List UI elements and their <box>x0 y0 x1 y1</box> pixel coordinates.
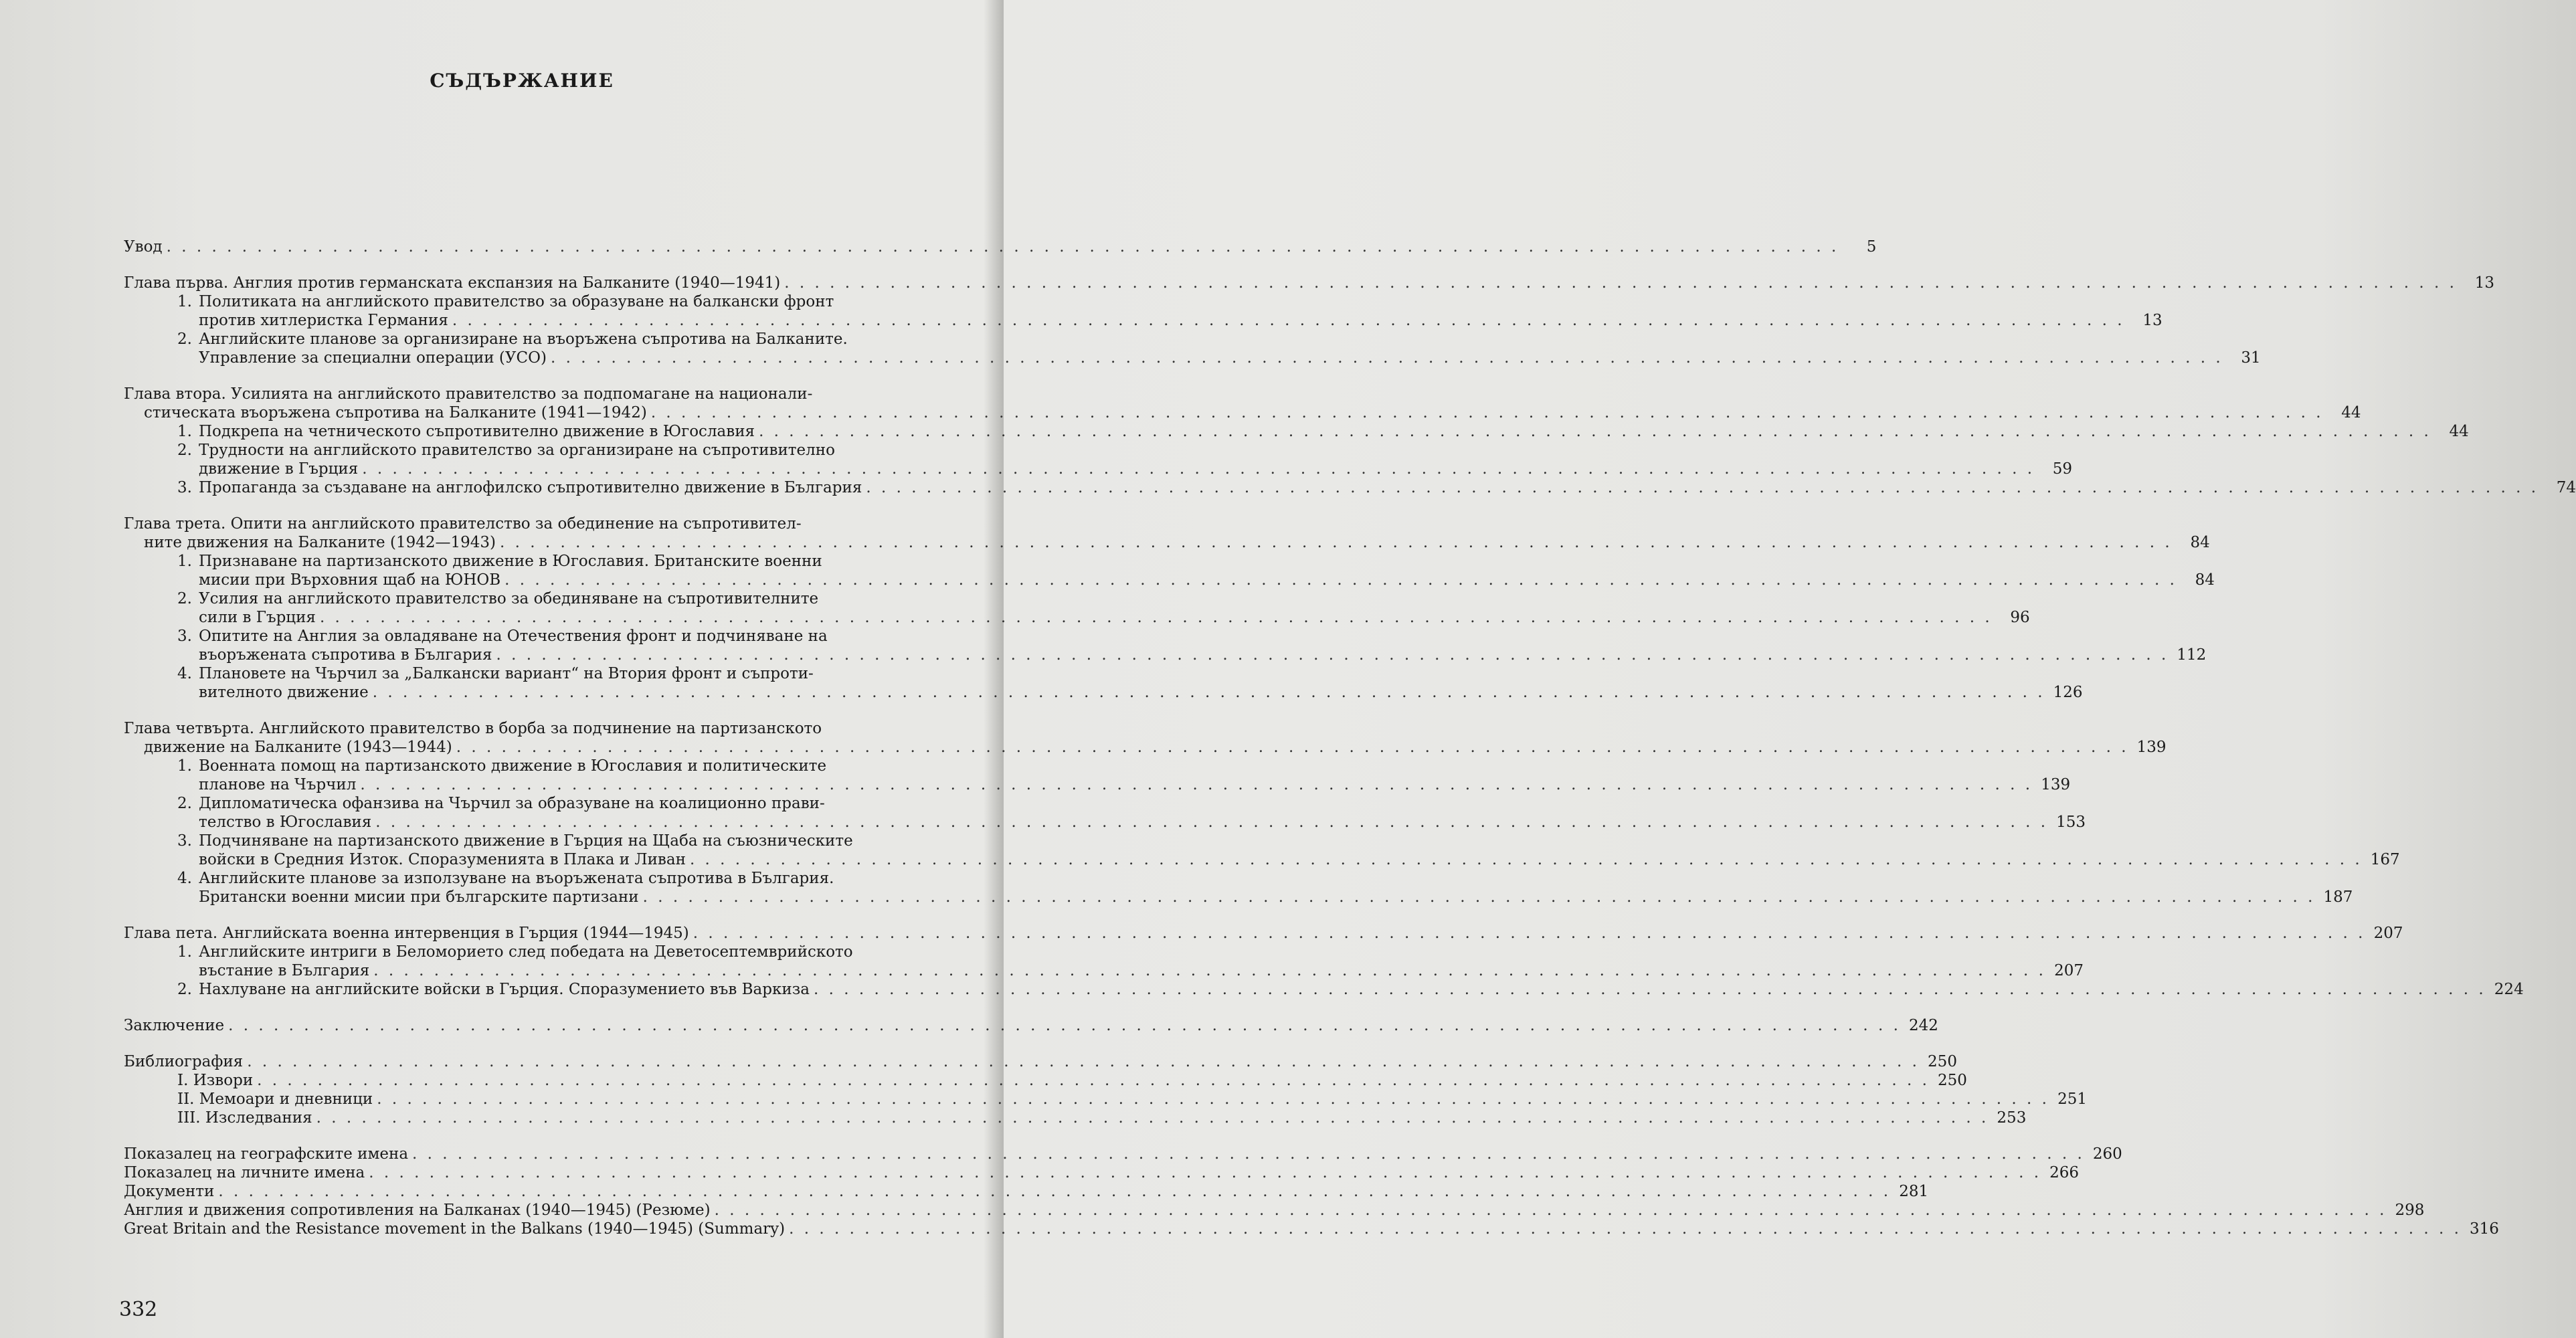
entry-page: 250 <box>1928 1053 1957 1070</box>
entry-page: 266 <box>2049 1164 2080 1181</box>
toc-subentry-3-2[interactable] <box>124 589 2030 627</box>
dot-leader <box>373 683 2045 702</box>
entry-page: 31 <box>2241 349 2261 367</box>
entry-label: Документи <box>124 1183 215 1200</box>
entry-page: 126 <box>2053 684 2083 701</box>
chapter-title: Глава първа. Англия против германската експанзия на Балканите (1940—1941) <box>124 274 781 292</box>
toc-subentry-3-3[interactable] <box>124 627 2207 664</box>
toc-subentry-3-1[interactable] <box>124 552 2215 589</box>
entry-page: 207 <box>2373 925 2403 942</box>
entry-page: 84 <box>2190 534 2210 551</box>
chapter-title-line-2: стическата въоръжена съпротива на Балканите (1941—1942) <box>144 404 647 421</box>
toc-subentry-4-2[interactable] <box>124 794 2086 832</box>
dot-leader <box>500 533 2173 552</box>
toc-entry-bibliography[interactable] <box>124 1052 1957 1071</box>
entry-page: 260 <box>2092 1145 2122 1163</box>
dot-leader <box>690 850 2363 869</box>
section-title-line-2: Управление за специални операции (УСО) <box>199 349 547 367</box>
entry-page: 298 <box>2395 1202 2425 1219</box>
toc-entry-chapter-3[interactable] <box>124 533 2210 552</box>
page-title: СЪДЪРЖАНИЕ <box>430 70 614 92</box>
dot-leader <box>362 460 2035 478</box>
bibliography <box>124 1052 2087 1127</box>
chapter-title-line-1: Глава трета. Опити на английското правителство за обединение на съпротивител- <box>124 515 802 533</box>
dot-leader <box>257 1071 1930 1090</box>
dot-leader <box>167 237 1839 256</box>
entry-label: III. Изследвания <box>177 1109 312 1127</box>
toc-subentry-3-4[interactable] <box>124 664 2083 702</box>
section-number: 1. <box>177 293 192 310</box>
toc-subentry-2-2[interactable] <box>124 441 2073 478</box>
dot-leader <box>247 1052 1920 1071</box>
toc-subentry-2-1[interactable] <box>124 422 2469 441</box>
section-title-line-2: Британски военни мисии при българските партизани <box>199 888 639 906</box>
entry-page: 139 <box>2041 776 2071 793</box>
page-number: 332 <box>119 1298 158 1321</box>
section-title-line-2: мисии при Върховния щаб на ЮНОВ <box>199 571 501 589</box>
toc-entry-intro[interactable] <box>124 237 1877 256</box>
indexes <box>124 1145 2499 1238</box>
entry-page: 74 <box>2556 479 2576 496</box>
dot-leader <box>373 961 2046 980</box>
chapter-1 <box>124 274 2494 367</box>
entry-page: 250 <box>1938 1072 1967 1089</box>
section-title-line-1: Дипломатическа офанзива на Чърчил за образуване на коалиционно прави- <box>199 795 825 812</box>
section-title-line-2: сили в Гърция <box>199 609 316 626</box>
section-title-line-1: Трудности на английското правителство за организиране на съпротивително <box>199 442 835 459</box>
chapter-title-line-1: Глава втора. Усилията на английското правителство за подпомагане на национали- <box>124 385 813 403</box>
dot-leader <box>504 571 2177 589</box>
entry-page: 153 <box>2056 814 2086 831</box>
toc-entry-studies[interactable] <box>124 1109 2027 1127</box>
toc-entry-resume[interactable] <box>124 1201 2425 1220</box>
section-title-line-2: вителното движение <box>199 684 369 701</box>
toc-entry-geo-index[interactable] <box>124 1145 2122 1163</box>
toc-entry-summary[interactable] <box>124 1220 2499 1238</box>
dot-leader <box>496 646 2169 664</box>
entry-page: 84 <box>2195 571 2215 589</box>
section-number: 2. <box>177 981 192 998</box>
section-number: 3. <box>177 479 192 496</box>
section-number: 2. <box>177 590 192 607</box>
dot-leader <box>715 1201 2387 1220</box>
toc-subentry-4-1[interactable] <box>124 757 2071 794</box>
section-title-line-1: Плановете на Чърчил за „Балкански вариант“ на Втория фронт и съпроти- <box>199 665 814 682</box>
dot-leader <box>228 1016 1901 1035</box>
section-number: 3. <box>177 628 192 645</box>
chapter-4 <box>124 719 2400 906</box>
entry-page: 96 <box>2010 609 2030 626</box>
section-number: 2. <box>177 442 192 459</box>
section-title-line-1: Подчиняване на партизанското движение в Гърция на Щаба на съюзническите <box>199 832 853 850</box>
section-number: 1. <box>177 757 192 775</box>
section-title-line-2: телство в Югославия <box>199 814 372 831</box>
dot-leader <box>643 888 2316 906</box>
toc-entry-names-index[interactable] <box>124 1163 2080 1182</box>
table-of-contents <box>124 237 2576 1238</box>
section-title: Подкрепа на четническото съпротивително движение в Югославия <box>199 423 755 440</box>
dot-leader <box>693 924 2366 943</box>
toc-subentry-1-2[interactable] <box>124 330 2261 367</box>
entry-page: 139 <box>2136 739 2167 756</box>
toc-entry-conclusion[interactable] <box>124 1016 1938 1035</box>
entry-page: 13 <box>2142 312 2163 329</box>
entry-label: Англия и движения сопротивления на Балканах (1940—1945) (Резюме) <box>124 1202 711 1219</box>
dot-leader <box>375 813 2048 832</box>
toc-entry-chapter-2[interactable] <box>124 403 2361 422</box>
dot-leader <box>784 274 2457 292</box>
section-title: Нахлуване на английските войски в Гърция. Споразумението във Варкиза <box>199 981 810 998</box>
dot-leader <box>551 349 2223 367</box>
section-title-line-1: Политиката на английското правителство за образуване на балкански фронт <box>199 293 834 310</box>
toc-subentry-5-2[interactable] <box>124 980 2524 999</box>
entry-page: 59 <box>2052 460 2073 478</box>
entry-label: Показалец на географските имена <box>124 1145 409 1163</box>
toc-subentry-4-3[interactable] <box>124 832 2400 869</box>
section-title-line-1: Усилия на английското правителство за обединяване на съпротивителните <box>199 590 819 607</box>
toc-entry-sources[interactable] <box>124 1071 1967 1090</box>
dot-leader <box>814 980 2486 999</box>
dot-leader <box>456 738 2129 757</box>
dot-leader <box>369 1163 2041 1182</box>
section-title-line-1: Английските планове за използуване на въоръжената съпротива в България. <box>199 870 834 887</box>
chapter-title: Глава пета. Английската военна интервенция в Гърция (1944—1945) <box>124 925 689 942</box>
entry-page: 167 <box>2370 851 2400 868</box>
dot-leader <box>316 1109 1989 1127</box>
dot-leader <box>360 775 2033 794</box>
toc-entry-chapter-1[interactable] <box>124 274 2494 292</box>
entry-page: 224 <box>2494 981 2524 998</box>
section-number: 4. <box>177 870 192 887</box>
section-title-line-1: Опитите на Англия за овладяване на Отечествения фронт и подчиняване на <box>199 628 828 645</box>
chapter-title-line-2: движение на Балканите (1943—1944) <box>144 739 452 756</box>
entry-page: 44 <box>2341 404 2361 421</box>
entry-page: 207 <box>2054 962 2084 979</box>
entry-page: 13 <box>2474 274 2494 292</box>
toc-subentry-4-4[interactable] <box>124 869 2353 906</box>
section-title-line-2: въстание в България <box>199 962 370 979</box>
section-number: 1. <box>177 423 192 440</box>
entry-page: 242 <box>1908 1017 1938 1034</box>
section-title-line-1: Английските планове за организиране на въоръжена съпротива на Балканите. <box>199 330 848 348</box>
entry-label: Увод <box>124 238 163 256</box>
chapter-title-line-2: ните движения на Балканите (1942—1943) <box>144 534 496 551</box>
dot-leader <box>866 478 2539 497</box>
toc-entry-chapter-4[interactable] <box>124 738 2167 757</box>
dot-leader <box>377 1090 2049 1109</box>
entry-page: 253 <box>1997 1109 2027 1127</box>
section-title-line-1: Военната помощ на партизанското движение в Югославия и политическите <box>199 757 827 775</box>
toc-entry-chapter-5[interactable] <box>124 924 2403 943</box>
section-title-line-1: Английските интриги в Беломорието след победата на Деветосептемврийското <box>199 943 853 961</box>
dot-leader <box>412 1145 2085 1163</box>
toc-entry-documents[interactable] <box>124 1182 1929 1201</box>
dot-leader <box>452 311 2125 330</box>
entry-page: 281 <box>1899 1183 1929 1200</box>
section-title-line-2: войски в Средния Изток. Споразуменията в Плака и Ливан <box>199 851 686 868</box>
toc-subentry-1-1[interactable] <box>124 292 2163 330</box>
section-number: 3. <box>177 832 192 850</box>
toc-subentry-5-1[interactable] <box>124 943 2084 980</box>
dot-leader <box>320 608 1993 627</box>
entry-label: Заключение <box>124 1017 225 1034</box>
section-number: 4. <box>177 665 192 682</box>
chapter-3 <box>124 514 2215 702</box>
dot-leader <box>789 1220 2462 1238</box>
entry-page: 251 <box>2057 1090 2087 1108</box>
entry-label: II. Мемоари и дневници <box>177 1090 373 1108</box>
section-title: Пропаганда за създаване на англофилско съпротивително движение в България <box>199 479 862 496</box>
dot-leader <box>651 403 2324 422</box>
entry-page: 187 <box>2323 888 2353 906</box>
entry-page: 316 <box>2470 1220 2499 1238</box>
entry-page: 112 <box>2177 646 2207 664</box>
section-number: 2. <box>177 795 192 812</box>
entry-label: I. Извори <box>177 1072 254 1089</box>
section-title-line-2: планове на Чърчил <box>199 776 357 793</box>
entry-page: 44 <box>2449 423 2469 440</box>
section-number: 2. <box>177 330 192 348</box>
chapter-title-line-1: Глава четвърта. Английското правителство в борба за подчинение на партизанското <box>124 720 822 737</box>
entry-page: 5 <box>1866 238 1877 256</box>
dot-leader <box>218 1182 1891 1201</box>
section-number: 1. <box>177 553 192 570</box>
section-title-line-1: Признаване на партизанското движение в Югославия. Британските военни <box>199 553 822 570</box>
section-title-line-2: въоръжената съпротива в България <box>199 646 492 664</box>
section-title-line-2: движение в Гърция <box>199 460 359 478</box>
chapter-2 <box>124 385 2576 497</box>
dot-leader <box>759 422 2431 441</box>
chapter-5 <box>124 924 2524 999</box>
entry-label: Библиография <box>124 1053 244 1070</box>
toc-subentry-2-3[interactable] <box>124 478 2576 497</box>
entry-label: Great Britain and the Resistance movement in the Balkans (1940—1945) (Summary) <box>124 1220 786 1238</box>
entry-label: Показалец на личните имена <box>124 1164 365 1181</box>
section-title-line-2: против хитлеристка Германия <box>199 312 448 329</box>
section-number: 1. <box>177 943 192 961</box>
toc-entry-memoirs[interactable] <box>124 1090 2087 1109</box>
